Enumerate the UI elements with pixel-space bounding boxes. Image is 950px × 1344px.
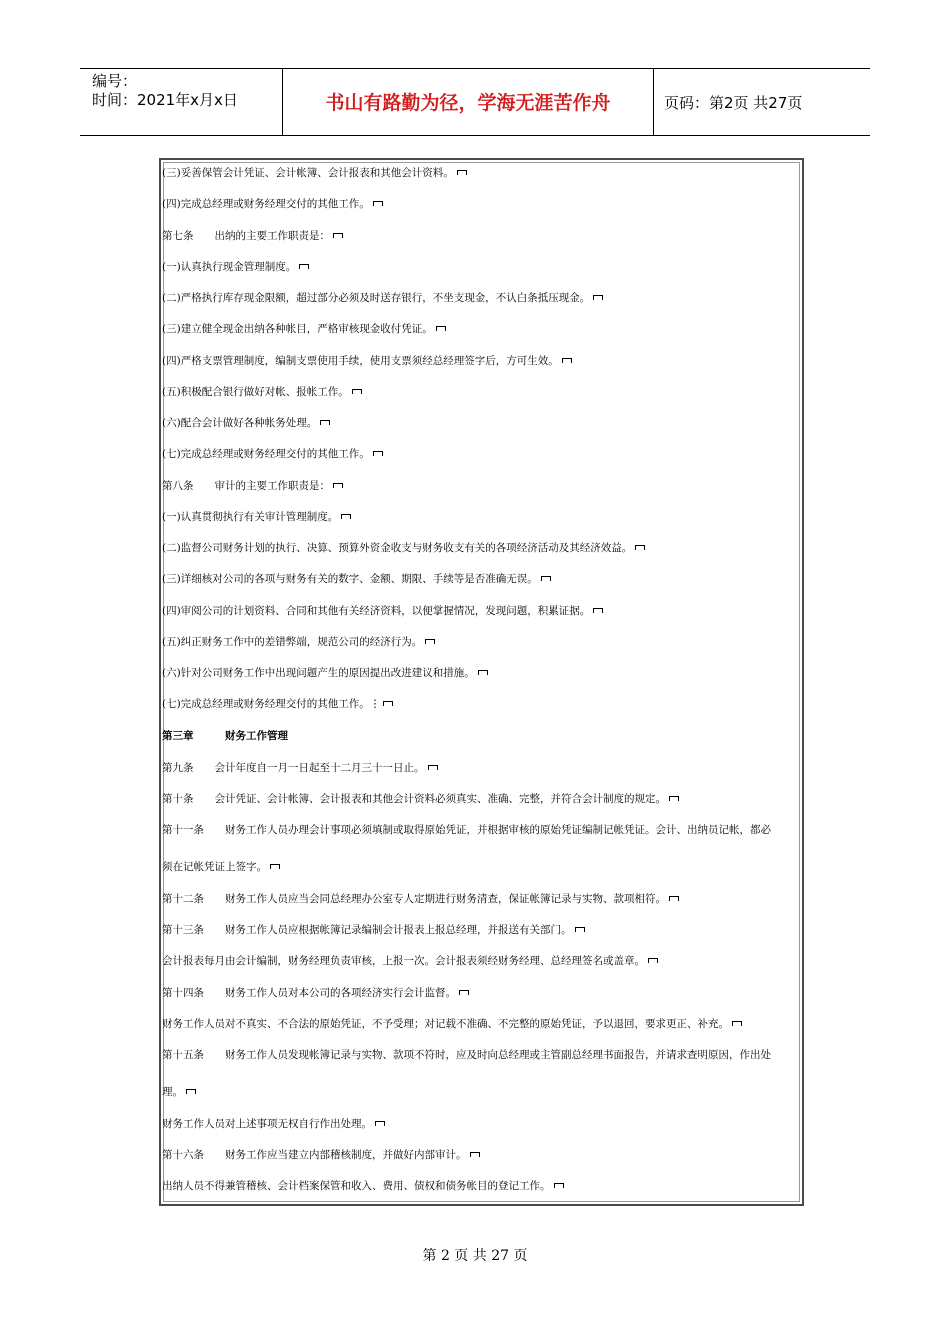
- paragraph-mark-icon: [186, 1089, 196, 1094]
- body-line: (七)完成总经理或财务经理交付的其他工作。: [162, 445, 804, 463]
- body-line: 会计报表每月由会计编制，财务经理负责审核，上报一次。会计报表须经财务经理、总经理签名或盖章。: [162, 952, 804, 970]
- body-line: 出纳人员不得兼管稽核、会计档案保管和收入、费用、债权和债务帐目的登记工作。: [162, 1177, 804, 1195]
- body-line: (三)建立健全现金出纳各种帐目，严格审核现金收付凭证。: [162, 320, 804, 338]
- page-header: [80, 68, 870, 136]
- body-line: 第十二条 财务工作人员应当会同总经理办公室专人定期进行财务清查，保证帐簿记录与实物、款项相符。: [162, 890, 804, 908]
- paragraph-mark-icon: [457, 170, 467, 175]
- document-date: 时间：2021年x月x日: [92, 91, 238, 109]
- body-line: 财务工作人员对不真实、不合法的原始凭证，不予受理；对记载不准确、不完整的原始凭证，予以退回，要求更正、补充。: [162, 1015, 804, 1033]
- chapter-heading: 第三章 财务工作管理: [162, 730, 288, 742]
- body-line: 须在记帐凭证上签字。: [162, 858, 804, 876]
- paragraph-mark-icon: [320, 420, 330, 425]
- paragraph-mark-icon: [635, 545, 645, 550]
- paragraph-mark-icon: [669, 896, 679, 901]
- paragraph-mark-icon: [554, 1183, 564, 1188]
- paragraph-mark-icon: [341, 514, 351, 519]
- body-line: 第十六条 财务工作应当建立内部稽核制度，并做好内部审计。: [162, 1146, 804, 1164]
- paragraph-mark-icon: [541, 576, 551, 581]
- body-line: (四)完成总经理或财务经理交付的其他工作。: [162, 195, 804, 213]
- paragraph-mark-icon: [575, 927, 585, 932]
- paragraph-mark-icon: [470, 1152, 480, 1157]
- body-line: (五)纠正财务工作中的差错弊端，规范公司的经济行为。: [162, 633, 804, 651]
- body-line: (三)妥善保管会计凭证、会计帐簿、会计报表和其他会计资料。: [162, 164, 804, 182]
- body-line: 第七条 出纳的主要工作职责是：: [162, 227, 804, 245]
- body-line: 第八条 审计的主要工作职责是：: [162, 477, 804, 495]
- body-line: 第十五条 财务工作人员发现帐簿记录与实物、款项不符时，应及时向总经理或主管副总经理书面报告，并请求查明原因，作出处: [162, 1049, 771, 1061]
- body-line: (三)详细核对公司的各项与财务有关的数字、金额、期限、手续等是否准确无误。: [162, 570, 804, 588]
- paragraph-mark-icon: [459, 990, 469, 995]
- paragraph-mark-icon: [373, 201, 383, 206]
- body-line: 第九条 会计年度自一月一日起至十二月三十一日止。: [162, 759, 804, 777]
- paragraph-mark-icon: [373, 451, 383, 456]
- body-line: (四)审阅公司的计划资料、合同和其他有关经济资料，以便掌握情况，发现问题，积累证据。: [162, 602, 804, 620]
- paragraph-mark-icon: [352, 389, 362, 394]
- body-line: (二)监督公司财务计划的执行、决算、预算外资金收支与财务收支有关的各项经济活动及其经济效益。: [162, 539, 804, 557]
- paragraph-mark-icon: [478, 670, 488, 675]
- paragraph-mark-icon: [669, 796, 679, 801]
- paragraph-mark-icon: [593, 608, 603, 613]
- body-line: (一)认真贯彻执行有关审计管理制度。: [162, 508, 804, 526]
- paragraph-mark-icon: [333, 233, 343, 238]
- body-line: (四)严格支票管理制度，编制支票使用手续，使用支票须经总经理签字后，方可生效。: [162, 352, 804, 370]
- header-motto: 书山有路勤为径，学海无涯苦作舟: [325, 92, 611, 114]
- body-line: 财务工作人员对上述事项无权自行作出处理。: [162, 1115, 804, 1133]
- paragraph-mark-icon: [436, 326, 446, 331]
- body-line: 第十条 会计凭证、会计帐簿、会计报表和其他会计资料必须真实、准确、完整，并符合会计制度的规定。: [162, 790, 804, 808]
- paragraph-mark-icon: [428, 765, 438, 770]
- body-line: (一)认真执行现金管理制度。: [162, 258, 804, 276]
- body-line: (二)严格执行库存现金限额，超过部分必须及时送存银行，不坐支现金，不认白条抵压现金。: [162, 289, 804, 307]
- body-line: 第十一条 财务工作人员办理会计事项必须填制或取得原始凭证，并根据审核的原始凭证编制记帐凭证。会计、出纳员记帐，都必: [162, 824, 771, 836]
- paragraph-mark-icon: [333, 483, 343, 488]
- paragraph-mark-icon: [732, 1021, 742, 1026]
- paragraph-mark-icon: [299, 264, 309, 269]
- body-line: (五)积极配合银行做好对帐、报帐工作。: [162, 383, 804, 401]
- paragraph-mark-icon: [593, 295, 603, 300]
- paragraph-mark-icon: [383, 701, 393, 706]
- header-motto-cell: [283, 69, 654, 135]
- body-line: (六)针对公司财务工作中出现问题产生的原因提出改进建议和措施。: [162, 664, 804, 682]
- header-page-cell: [654, 69, 870, 135]
- header-page-info: 页码：第2页 共27页: [664, 94, 803, 112]
- body-line: 理。: [162, 1083, 804, 1101]
- body-line: (六)配合会计做好各种帐务处理。: [162, 414, 804, 432]
- paragraph-mark-icon: [270, 864, 280, 869]
- paragraph-mark-icon: [648, 958, 658, 963]
- paragraph-mark-icon: [562, 358, 572, 363]
- paragraph-mark-icon: [425, 639, 435, 644]
- header-info-cell: [80, 69, 283, 135]
- body-line: 第十四条 财务工作人员对本公司的各项经济实行会计监督。: [162, 984, 804, 1002]
- document-code: 编号：: [92, 72, 138, 90]
- paragraph-mark-icon: [375, 1121, 385, 1126]
- body-line: 第十三条 财务工作人员应根据帐簿记录编制会计报表上报总经理，并报送有关部门。: [162, 921, 804, 939]
- page-footer: 第 2 页 共 27 页: [422, 1248, 528, 1264]
- body-line: (七)完成总经理或财务经理交付的其他工作。⋮: [162, 695, 804, 713]
